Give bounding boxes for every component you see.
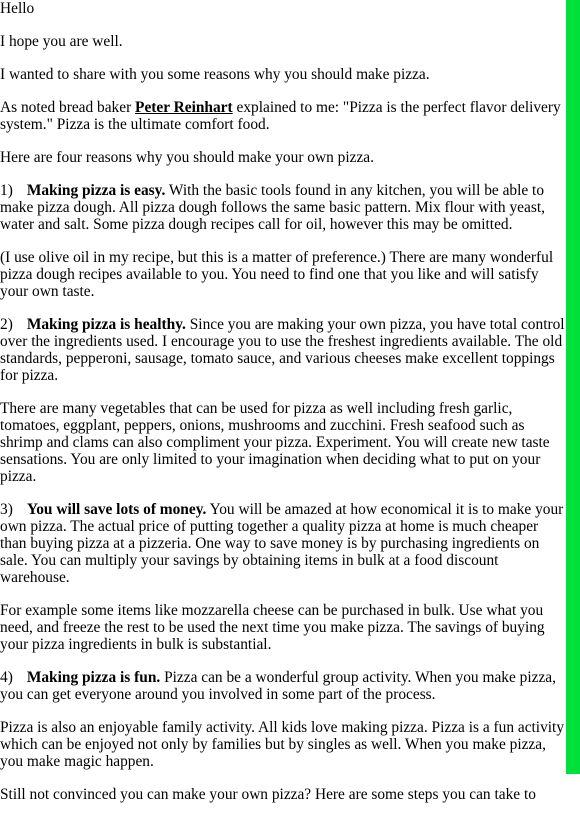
quote-lead-text: As noted bread baker	[0, 99, 136, 116]
peter-reinhart-link[interactable]: Peter Reinhart	[135, 99, 233, 116]
quote-text: explained to me: "Pizza is the perfect flavor delivery system." Pizza is the ultimate comfort food.	[0, 99, 561, 133]
closing-paragraph: Still not convinced you can make your own pizza? Here are some steps you can take to	[0, 786, 536, 803]
reason-4-extra: Pizza is also an enjoyable family activity. All kids love making pizza. Pizza is a fun activity which can be enjoyed not only by families but by singles as well. When you make pizza, you make magic happen.	[0, 719, 565, 770]
reason-1-text: With the basic tools found in any kitchen, you will be able to make pizza dough. All pizza dough follows the same basic pattern. Mix flour with yeast, water and salt. Some pizza dough recipes call for oil, however this may be omitted.	[0, 182, 545, 233]
reason-3-paragraph	[0, 501, 566, 586]
reason-1-title: Making pizza is easy.	[26, 182, 166, 199]
reason-4-paragraph	[0, 669, 566, 703]
reason-1-paragraph	[0, 182, 566, 233]
reason-2-title: Making pizza is healthy.	[26, 316, 186, 333]
reason-3-number: 3)	[0, 501, 13, 518]
reason-3-text: You will be amazed at how economical it is to make your own pizza. The actual price of putting together a quality pizza at home is much cheaper than buying pizza at a pizzeria. One way to save money is by purchasing ingredients on sale. You can multiply your savings by obtaining items in bulk at a food discount warehouse.	[0, 501, 564, 586]
reason-1-extra: (I use olive oil in my recipe, but this is a matter of preference.) There are many wonderful pizza dough recipes available to you. You need to find one that you like and will satisfy your own taste.	[0, 249, 554, 300]
vertical-scrollbar[interactable]	[566, 0, 580, 774]
reason-2-text: Since you are making your own pizza, you have total control over the ingredients used. I encourage you to use the freshest ingredients available. The old standards, pepperoni, sausage, tomato sauce, and various cheeses make excellent toppings for pizza.	[0, 316, 565, 384]
reason-4-text: Pizza can be a wonderful group activity. When you make pizza, you can get everyone around you involved in some part of the process.	[0, 669, 556, 703]
reason-4-title: Making pizza is fun.	[26, 669, 161, 686]
reason-3-extra: For example some items like mozzarella cheese can be purchased in bulk. Use what you need, and freeze the rest to be used the next time you make pizza. The savings of buying your pizza ingredients in bulk is substantial.	[0, 602, 545, 653]
reason-2-extra: There are many vegetables that can be used for pizza as well including fresh garlic, tomatoes, eggplant, peppers, onions, mushrooms and zucchini. Fresh seafood such as shrimp and clams can also compliment your pizza. Experiment. You will create new taste sensations. You are only limited to your imagination when deciding what to put on your pizza.	[0, 400, 550, 485]
reason-1-number: 1)	[0, 182, 13, 199]
paragraph-quote	[0, 99, 566, 133]
reason-3-title: You will save lots of money.	[26, 501, 207, 518]
paragraph-well-wishes: I hope you are well.	[0, 33, 123, 50]
paragraph-intent: I wanted to share with you some reasons why you should make pizza.	[0, 66, 430, 83]
reason-2-number: 2)	[0, 316, 13, 333]
reason-2-paragraph	[0, 316, 566, 384]
paragraph-reasons-intro: Here are four reasons why you should make your own pizza.	[0, 149, 374, 166]
reason-4-number: 4)	[0, 669, 13, 686]
greeting: Hello	[0, 0, 35, 17]
